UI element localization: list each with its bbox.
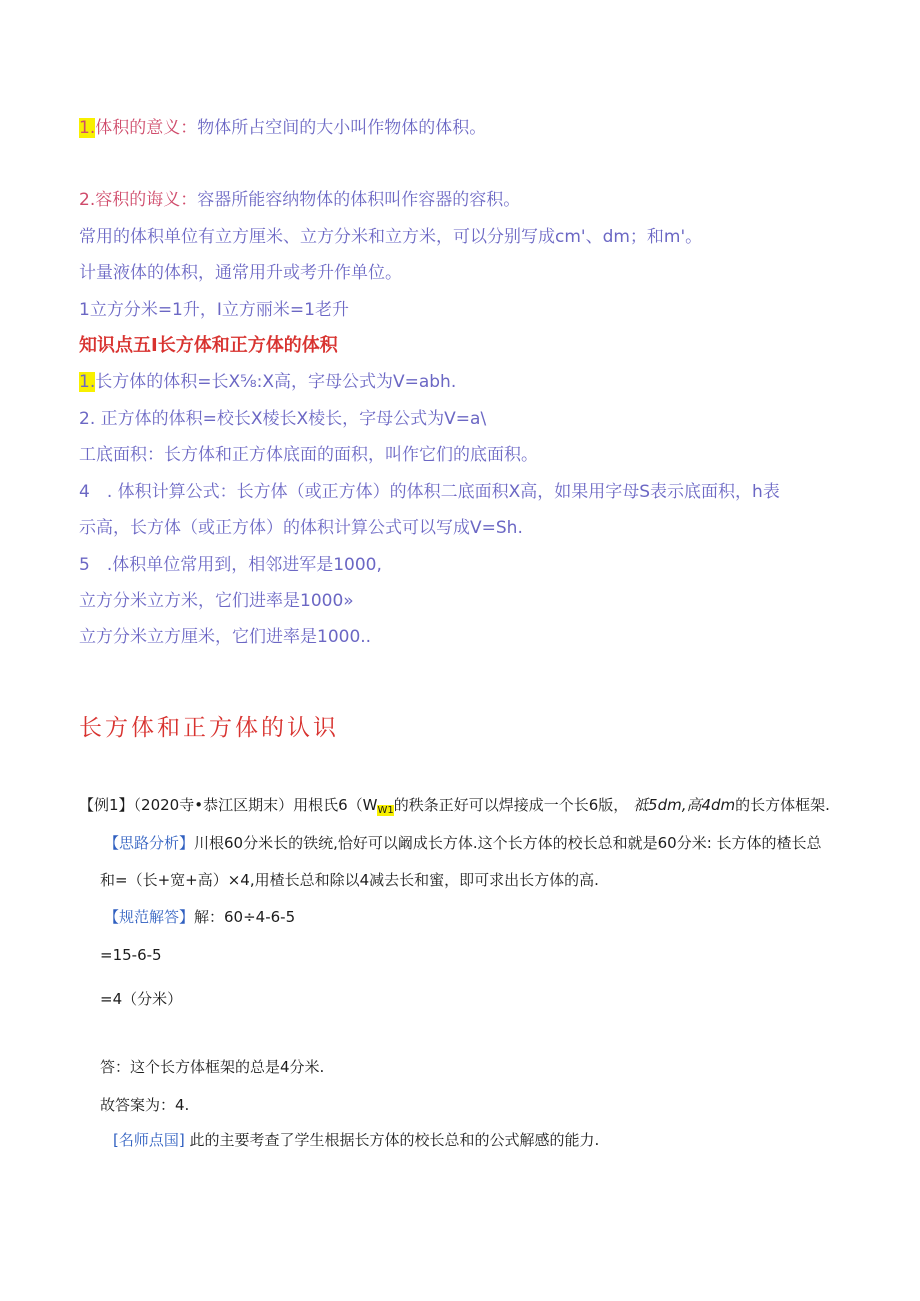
unit-rate-line: 5 .体积单位常用到，相邻进军是1000,: [79, 555, 382, 575]
volume-units-line: 常用的体积单位有立方厘米、立方分米和立方米，可以分别写成cm'、dm；和m'。: [79, 227, 703, 247]
section-heading: 长方体和正方体的认识: [79, 715, 339, 741]
volume-definition: [79, 113, 486, 138]
solution-tag: 【规范解答】: [104, 908, 195, 926]
unit-rate-line: 立方分米立方厘米，它们进率是1000..: [79, 627, 372, 647]
list-number: 1.: [79, 372, 96, 392]
final-answer-line: 故答案为：4.: [100, 1096, 190, 1114]
comment-tag: [名师点国]: [113, 1131, 185, 1149]
term-label: 2.容积的诲义：: [79, 190, 198, 210]
general-formula-line-2: 示高，长方体（或正方体）的体积计算公式可以写成V=Sh.: [79, 518, 523, 538]
solution-line-1: 【规范解答】解：60÷4-6-5: [104, 908, 296, 926]
knowledge-point-title: 知识点五I长方体和正方体的体积: [79, 335, 338, 356]
example-tag: 【例1】: [79, 796, 134, 814]
solution-line-3: =4（分米）: [100, 990, 183, 1008]
formula-text: 长方体的体积=长X⅝:X高，字母公式为V=abh.: [95, 372, 457, 392]
term-label: 体积的意义：: [95, 118, 198, 138]
cube-volume-formula: 2. 正方体的体积=校长X棱长X棱长，字母公式为V=a\: [79, 409, 487, 429]
answer-line: 答：这个长方体框架的总是4分米.: [100, 1058, 325, 1076]
solution-line-2: =15-6-5: [100, 946, 162, 964]
list-number: 1.: [79, 118, 96, 138]
unit-conversion-line: 1立方分米=1升，I立方丽米=1老升: [79, 300, 349, 320]
teacher-comment: [名师点国] 此的主要考查了学生根据长方体的校长总和的公式解感的能力.: [113, 1131, 600, 1149]
general-formula-line-1: 4 . 体积计算公式：长方体（或正方体）的体积二底面积X高，如果用字母S表示底面积，h表: [79, 482, 780, 502]
analysis-line-1: 【思路分析】川根60分米长的铁统,恰好可以阚成长方体.这个长方体的校长总和就是60分米: 长方体的楂长总: [104, 834, 822, 852]
liquid-units-line: 计量液体的体积，通常用升或考升作单位。: [79, 263, 402, 283]
definition-text: 容器所能容纳物体的体积叫作容器的容积。: [197, 190, 521, 210]
definition-text: 物体所占空间的大小叫作物体的体积。: [197, 118, 487, 138]
unit-rate-line: 立方分米立方米，它们进率是1000»: [79, 591, 354, 611]
cuboid-volume-formula: [79, 367, 456, 392]
analysis-tag: 【思路分析】: [104, 834, 195, 852]
example-question: 【例1】（2020寺•恭江区期末）用根氏$6(W_{W1}$的秩条正好可以焊接成一个长6版， 祗5dm,高4dm的长方体框架.: [79, 796, 830, 816]
base-area-definition: 工底面积：长方体和正方体底面的面积，叫作它们的底面积。: [79, 445, 538, 465]
capacity-definition: [79, 185, 520, 210]
example-source: （2020寺•恭江区期末）: [133, 796, 294, 814]
analysis-line-2: 和=（长+宽+高）×4,用楂长总和除以4减去长和蜜，即可求出长方体的高.: [100, 871, 599, 889]
